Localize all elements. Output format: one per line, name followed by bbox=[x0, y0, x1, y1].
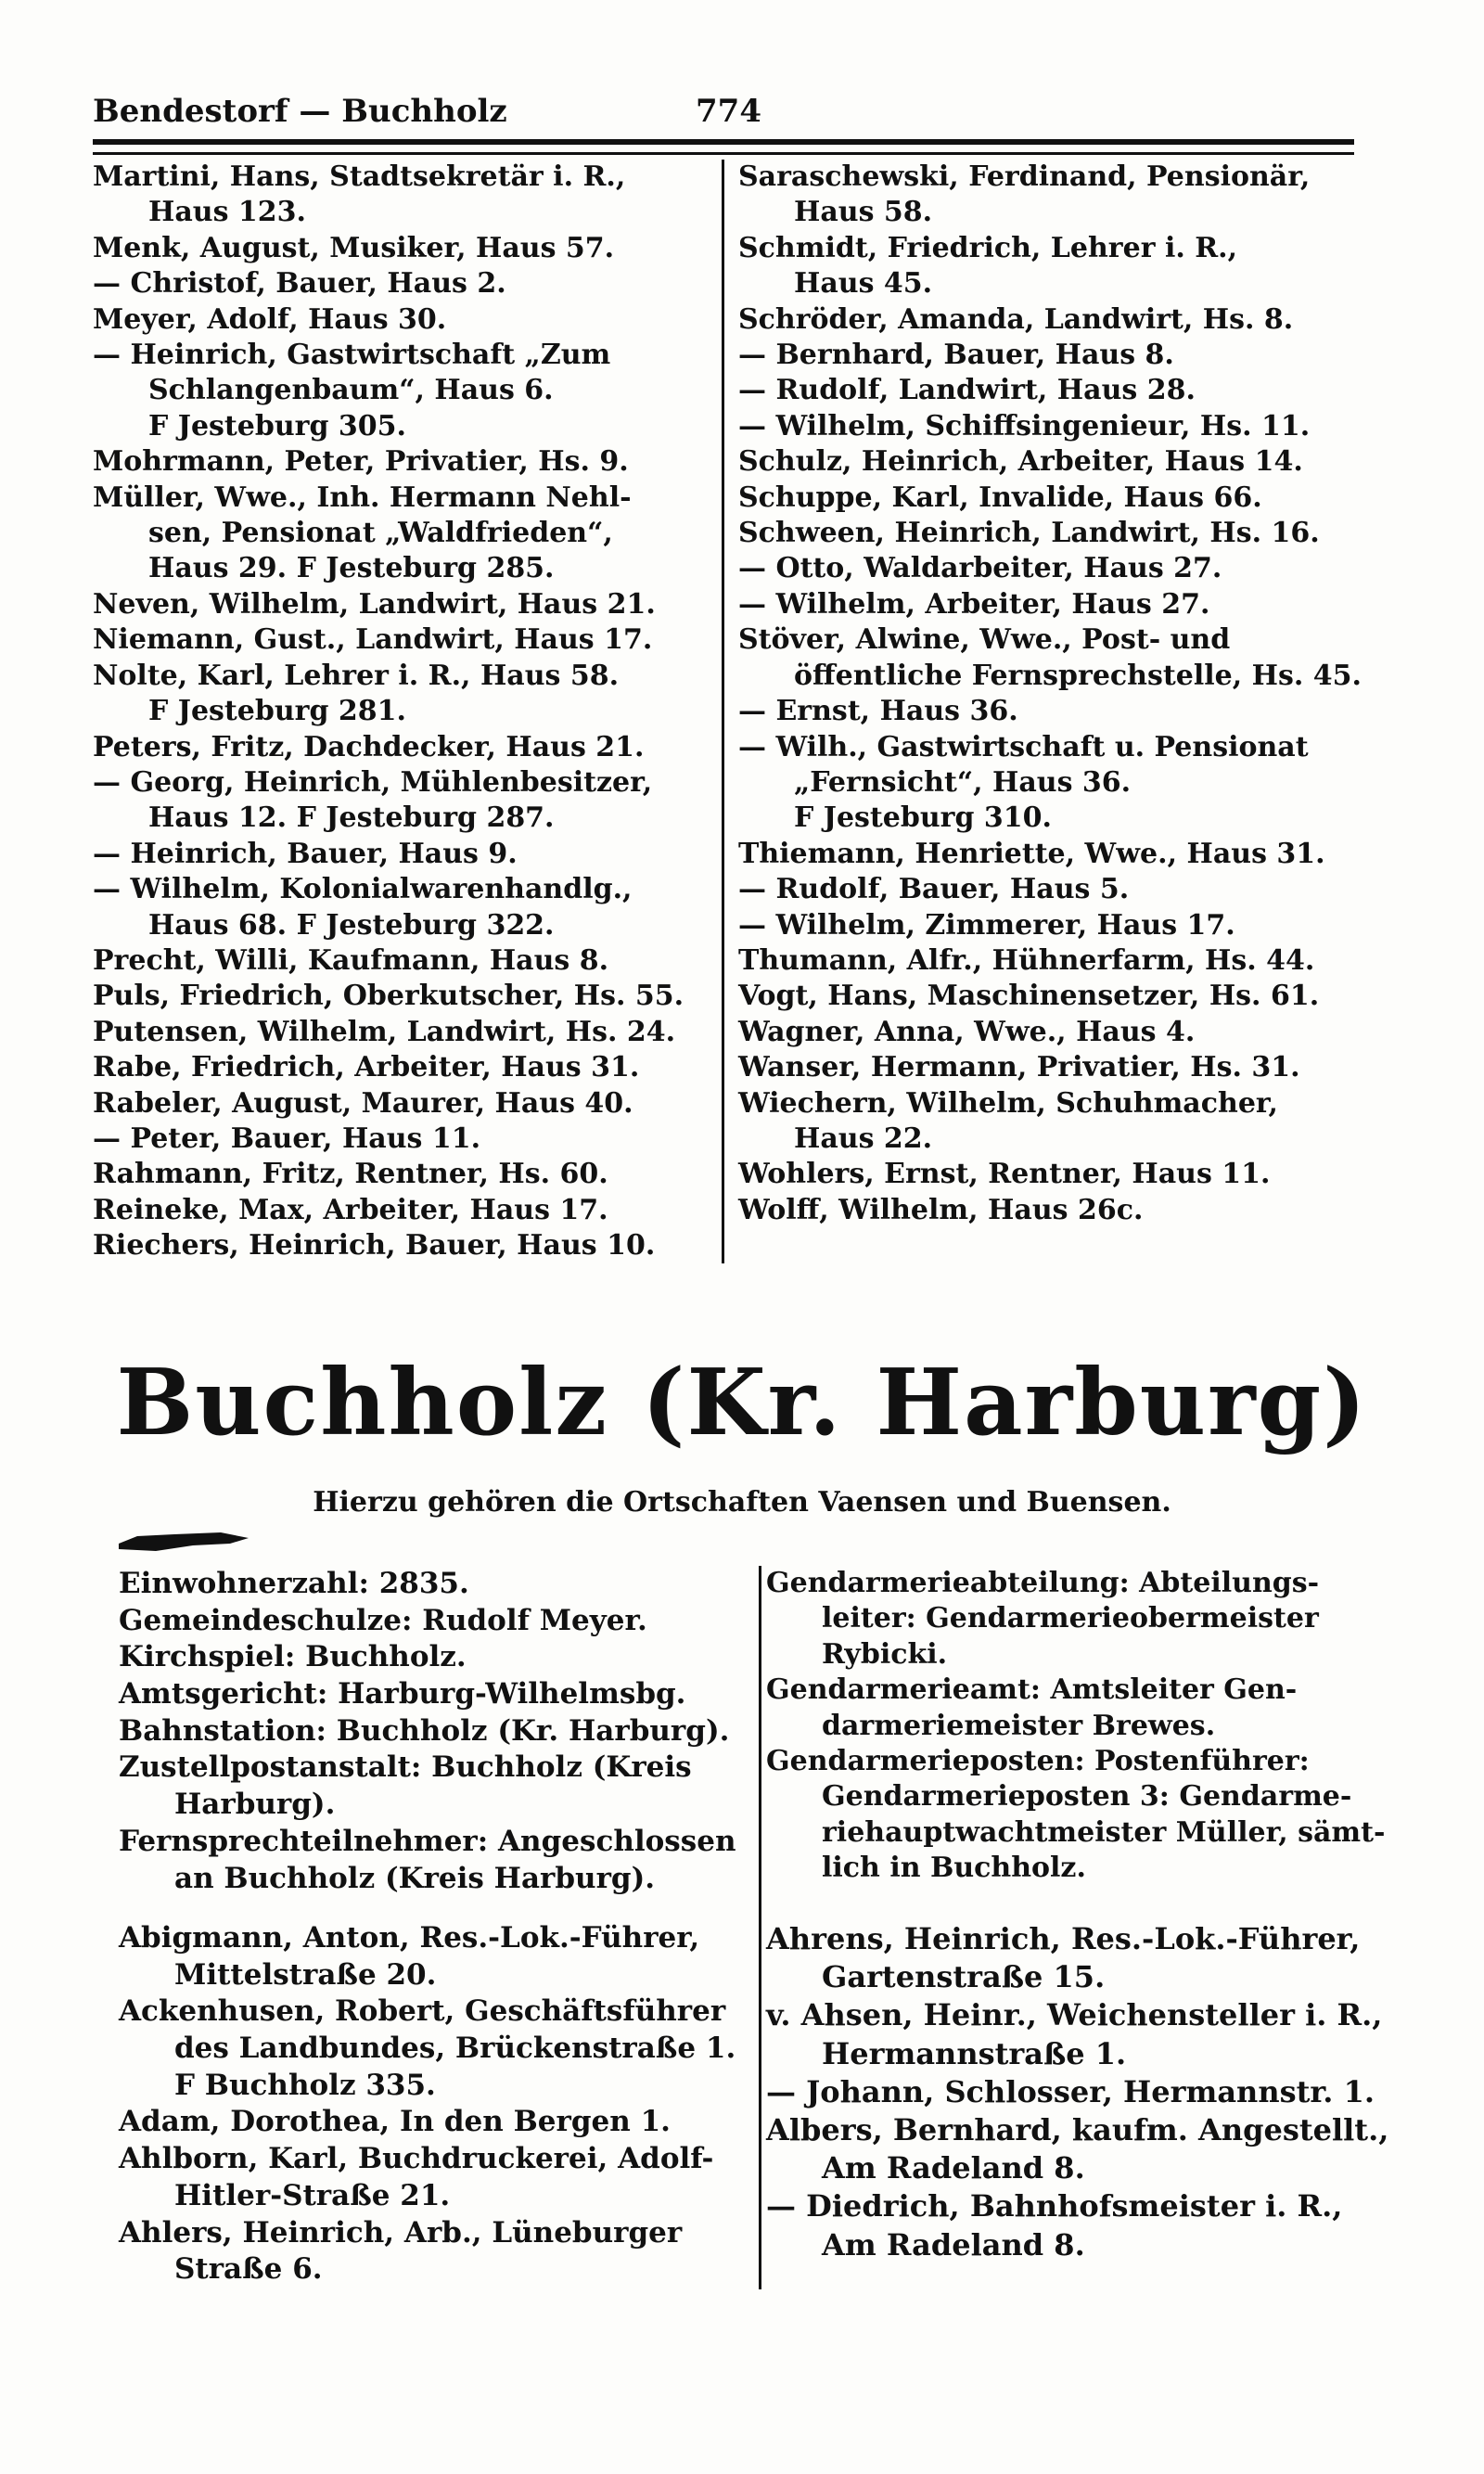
directory-entry bbox=[119, 1993, 749, 2104]
entry-text: Abigmann, Anton, Res.-Lok.-Führer, bbox=[119, 1921, 700, 1955]
directory-entry bbox=[119, 2141, 749, 2214]
entry-text: Thumann, Alfr., Hühnerfarm, Hs. 44. bbox=[738, 943, 1315, 977]
directory-entry bbox=[738, 1050, 1369, 1085]
directory-entry bbox=[93, 444, 742, 480]
entry-text: — Peter, Bauer, Haus 11. bbox=[93, 1122, 481, 1155]
entry-text: — Heinrich, Gastwirtschaft „Zum bbox=[93, 339, 611, 372]
entry-continuation: Mittelstraße 20. bbox=[174, 1957, 437, 1992]
entry-text: Rabe, Friedrich, Arbeiter, Haus 31. bbox=[93, 1051, 640, 1084]
directory-entry bbox=[119, 1920, 749, 1993]
directory-entry bbox=[738, 908, 1369, 943]
directory-entry bbox=[93, 1228, 742, 1263]
entry-continuation: Gartenstraße 15. bbox=[822, 1959, 1106, 1995]
directory-entry bbox=[93, 160, 742, 231]
info-value: Angeschlossen bbox=[498, 1824, 736, 1858]
info-continuation: darmeriemeister Brewes. bbox=[822, 1709, 1216, 1742]
section-title: Buchholz (Kr. Harburg) bbox=[116, 1350, 1368, 1456]
info-value: Buchholz. bbox=[305, 1640, 467, 1674]
directory-entry bbox=[93, 302, 742, 338]
entry-continuation: öffentliche Fernsprechstelle, Hs. 45. bbox=[794, 659, 1362, 692]
info-continuation: Harburg). bbox=[174, 1788, 336, 1822]
directory-entry bbox=[93, 837, 742, 872]
directory-entry bbox=[93, 1122, 742, 1157]
directory-entry bbox=[93, 1193, 742, 1228]
entry-continuation: Am Radeland 8. bbox=[822, 2226, 1085, 2262]
info-entry bbox=[119, 1750, 749, 1823]
info-entry bbox=[119, 1676, 749, 1713]
entry-continuation: Haus 123. bbox=[148, 196, 306, 229]
info-value: 2835. bbox=[378, 1567, 469, 1600]
entry-text: Vogt, Hans, Maschinensetzer, Hs. 61. bbox=[738, 980, 1320, 1013]
entries-column-right bbox=[738, 160, 1369, 1228]
entry-text: Schröder, Amanda, Landwirt, Hs. 8. bbox=[738, 302, 1294, 336]
directory-entry bbox=[93, 872, 742, 943]
entry-text: — Georg, Heinrich, Mühlenbesitzer, bbox=[93, 765, 653, 799]
info-entry bbox=[766, 1566, 1397, 1673]
directory-entry bbox=[93, 659, 742, 730]
entry-text: — Wilhelm, Zimmerer, Haus 17. bbox=[738, 908, 1235, 942]
entry-text: — Diedrich, Bahnhofsmeister i. R., bbox=[766, 2188, 1343, 2224]
residents-column-right bbox=[766, 1920, 1397, 2264]
directory-entry bbox=[766, 1920, 1397, 1996]
column-divider-top bbox=[722, 160, 724, 1263]
entry-text: Wanser, Hermann, Privatier, Hs. 31. bbox=[738, 1051, 1300, 1084]
info-entry bbox=[119, 1713, 749, 1750]
entry-text: Rahmann, Fritz, Rentner, Hs. 60. bbox=[93, 1158, 608, 1191]
entry-text: — Rudolf, Bauer, Haus 5. bbox=[738, 873, 1130, 906]
running-head bbox=[93, 93, 1354, 139]
entry-text: — Heinrich, Bauer, Haus 9. bbox=[93, 837, 518, 870]
info-label: Zustellpostanstalt: bbox=[119, 1750, 422, 1785]
entry-text: Putensen, Wilhelm, Landwirt, Hs. 24. bbox=[93, 1015, 676, 1048]
directory-entry bbox=[738, 730, 1369, 837]
directory-entry bbox=[93, 979, 742, 1014]
info-value: Postenführer: bbox=[1094, 1745, 1310, 1778]
entry-text: Nolte, Karl, Lehrer i. R., Haus 58. bbox=[93, 659, 620, 692]
entry-continuation: des Landbundes, Brückenstraße 1. bbox=[174, 2032, 736, 2066]
info-value: Abteilungs- bbox=[1139, 1567, 1320, 1599]
directory-entry bbox=[738, 444, 1369, 480]
directory-entry bbox=[93, 943, 742, 979]
info-label: Gendarmerieamt: bbox=[766, 1673, 1041, 1707]
directory-entry bbox=[119, 2215, 749, 2288]
entry-text: Riechers, Heinrich, Bauer, Haus 10. bbox=[93, 1229, 656, 1263]
entry-text: Schulz, Heinrich, Arbeiter, Haus 14. bbox=[738, 445, 1303, 479]
entry-text: Wolff, Wilhelm, Haus 26c. bbox=[738, 1193, 1144, 1226]
info-continuation: Rybicki. bbox=[822, 1637, 948, 1671]
directory-entry bbox=[93, 481, 742, 587]
header-rule bbox=[93, 139, 1354, 145]
info-label: Kirchspiel: bbox=[119, 1640, 296, 1674]
directory-entry bbox=[738, 516, 1369, 551]
entry-text: Reineke, Max, Arbeiter, Haus 17. bbox=[93, 1193, 608, 1226]
entry-continuation: Schlangenbaum“, Haus 6. bbox=[148, 374, 554, 407]
directory-entry bbox=[738, 1157, 1369, 1192]
info-value: Harburg-Wilhelmsbg. bbox=[338, 1677, 686, 1711]
info-label: Fernsprechteilnehmer: bbox=[119, 1824, 489, 1858]
directory-entry bbox=[738, 231, 1369, 302]
directory-entry bbox=[93, 1015, 742, 1050]
directory-entry bbox=[119, 2104, 749, 2141]
directory-entry bbox=[738, 409, 1369, 444]
entry-text: Stöver, Alwine, Wwe., Post- und bbox=[738, 623, 1231, 657]
entry-text: Müller, Wwe., Inh. Hermann Nehl- bbox=[93, 481, 632, 514]
directory-entry bbox=[738, 481, 1369, 516]
entry-text: Schween, Heinrich, Landwirt, Hs. 16. bbox=[738, 517, 1320, 550]
entry-text: Ahlborn, Karl, Buchdruckerei, Adolf- bbox=[119, 2142, 714, 2176]
entry-text: — Johann, Schlosser, Hermannstr. 1. bbox=[766, 2073, 1375, 2109]
entry-continuation: F Jesteburg 310. bbox=[794, 801, 1052, 835]
entry-continuation: Hitler-Straße 21. bbox=[174, 2178, 451, 2212]
info-continuation: riehauptwachtmeister Müller, sämt- bbox=[822, 1815, 1386, 1849]
entry-continuation: Haus 29. F Jesteburg 285. bbox=[148, 552, 555, 585]
entry-text: Wiechern, Wilhelm, Schuhmacher, bbox=[738, 1086, 1278, 1120]
directory-entry bbox=[766, 2073, 1397, 2111]
entry-text: Schuppe, Karl, Invalide, Haus 66. bbox=[738, 481, 1262, 514]
entry-text: Saraschewski, Ferdinand, Pensionär, bbox=[738, 160, 1311, 193]
directory-entry bbox=[93, 1086, 742, 1122]
entry-text: Thiemann, Henriette, Wwe., Haus 31. bbox=[738, 837, 1325, 870]
entry-text: — Rudolf, Landwirt, Haus 28. bbox=[738, 374, 1196, 407]
residents-column-left bbox=[119, 1920, 749, 2288]
info-label: Gemeindeschulze: bbox=[119, 1603, 413, 1637]
info-value: Buchholz (Kr. Harburg). bbox=[336, 1713, 730, 1748]
directory-entry bbox=[738, 373, 1369, 408]
page-number: 774 bbox=[696, 93, 761, 130]
entry-text: Peters, Fritz, Dachdecker, Haus 21. bbox=[93, 730, 645, 763]
entry-text: Adam, Dorothea, In den Bergen 1. bbox=[119, 2105, 671, 2139]
directory-entry bbox=[738, 694, 1369, 729]
entry-continuation: Straße 6. bbox=[174, 2252, 323, 2287]
entry-text: Rabeler, August, Maurer, Haus 40. bbox=[93, 1086, 633, 1120]
column-divider-bottom bbox=[759, 1566, 761, 2289]
entry-text: Puls, Friedrich, Oberkutscher, Hs. 55. bbox=[93, 980, 684, 1013]
entry-continuation: Haus 22. bbox=[794, 1122, 933, 1155]
entry-text: Mohrmann, Peter, Privatier, Hs. 9. bbox=[93, 445, 629, 479]
ornament-mark bbox=[119, 1531, 249, 1553]
entry-text: — Otto, Waldarbeiter, Haus 27. bbox=[738, 552, 1222, 585]
directory-entry bbox=[766, 1996, 1397, 2072]
entry-continuation: Am Radeland 8. bbox=[822, 2150, 1085, 2186]
entry-text: Neven, Wilhelm, Landwirt, Haus 21. bbox=[93, 587, 656, 621]
entry-text: Schmidt, Friedrich, Lehrer i. R., bbox=[738, 231, 1238, 264]
directory-entry bbox=[738, 1193, 1369, 1228]
directory-entry bbox=[738, 837, 1369, 872]
directory-entry bbox=[738, 943, 1369, 979]
directory-entry bbox=[766, 2111, 1397, 2187]
municipal-info-left bbox=[119, 1566, 749, 1897]
info-entry bbox=[119, 1603, 749, 1640]
directory-entry bbox=[93, 231, 742, 266]
entry-continuation: Haus 58. bbox=[794, 196, 933, 229]
info-continuation: lich in Buchholz. bbox=[822, 1852, 1086, 1885]
entry-text: — Wilhelm, Kolonialwarenhandlg., bbox=[93, 873, 633, 906]
directory-entry bbox=[738, 979, 1369, 1014]
info-value: Buchholz (Kreis bbox=[431, 1750, 692, 1785]
entry-text: — Bernhard, Bauer, Haus 8. bbox=[738, 339, 1174, 372]
entry-continuation: F Jesteburg 281. bbox=[148, 695, 406, 728]
info-entry bbox=[119, 1566, 749, 1603]
entry-text: Ahrens, Heinrich, Res.-Lok.-Führer, bbox=[766, 1921, 1361, 1956]
info-label: Bahnstation: bbox=[119, 1713, 326, 1748]
info-continuation: leiter: Gendarmerieobermeister bbox=[822, 1602, 1319, 1635]
directory-entry bbox=[93, 266, 742, 301]
info-value: Amtsleiter Gen- bbox=[1050, 1673, 1298, 1707]
directory-entry bbox=[93, 1050, 742, 1085]
info-label: Gendarmerieposten: bbox=[766, 1745, 1085, 1778]
entry-continuation: Hermannstraße 1. bbox=[822, 2035, 1127, 2071]
directory-entry bbox=[766, 2187, 1397, 2263]
entry-continuation: Haus 12. F Jesteburg 287. bbox=[148, 801, 555, 835]
directory-entry bbox=[738, 622, 1369, 694]
entry-text: — Wilh., Gastwirtschaft u. Pensionat bbox=[738, 730, 1309, 763]
directory-entry bbox=[93, 587, 742, 622]
info-entry bbox=[766, 1673, 1397, 1744]
entry-text: Wagner, Anna, Wwe., Haus 4. bbox=[738, 1015, 1196, 1048]
entry-text: Ackenhusen, Robert, Geschäftsführer bbox=[119, 1994, 726, 2029]
entry-text: Ahlers, Heinrich, Arb., Lüneburger bbox=[119, 2215, 683, 2250]
entry-text: Meyer, Adolf, Haus 30. bbox=[93, 302, 447, 336]
entry-text: Martini, Hans, Stadtsekretär i. R., bbox=[93, 160, 626, 193]
entry-text: v. Ahsen, Heinr., Weichensteller i. R., bbox=[766, 1997, 1383, 2033]
directory-entry bbox=[93, 730, 742, 765]
info-continuation: an Buchholz (Kreis Harburg). bbox=[174, 1861, 656, 1895]
directory-entry bbox=[738, 872, 1369, 907]
directory-entry bbox=[738, 1015, 1369, 1050]
entry-text: — Wilhelm, Schiffsingenieur, Hs. 11. bbox=[738, 409, 1311, 442]
entry-text: — Wilhelm, Arbeiter, Haus 27. bbox=[738, 587, 1210, 621]
directory-entry bbox=[738, 1086, 1369, 1158]
entries-column-left bbox=[93, 160, 742, 1264]
header-rule-thin bbox=[93, 152, 1354, 155]
entry-text: Niemann, Gust., Landwirt, Haus 17. bbox=[93, 623, 653, 657]
info-label: Einwohnerzahl: bbox=[119, 1567, 369, 1600]
entry-continuation: F Jesteburg 305. bbox=[148, 409, 406, 442]
entry-text: Menk, August, Musiker, Haus 57. bbox=[93, 231, 615, 264]
directory-entry bbox=[93, 622, 742, 658]
info-entry bbox=[766, 1744, 1397, 1887]
directory-entry bbox=[738, 302, 1369, 338]
directory-entry bbox=[93, 765, 742, 837]
entry-text: Albers, Bernhard, kaufm. Angestellt., bbox=[766, 2112, 1389, 2148]
info-entry bbox=[119, 1639, 749, 1676]
directory-entry bbox=[738, 551, 1369, 586]
info-entry bbox=[119, 1824, 749, 1897]
municipal-info-right bbox=[766, 1566, 1397, 1887]
entry-continuation: „Fernsicht“, Haus 36. bbox=[794, 765, 1132, 799]
running-head-title: Bendestorf — Buchholz bbox=[93, 93, 507, 130]
entry-text: — Christof, Bauer, Haus 2. bbox=[93, 267, 506, 301]
entry-continuation: Haus 45. bbox=[794, 267, 933, 301]
info-value: Rudolf Meyer. bbox=[422, 1603, 647, 1637]
info-label: Gendarmerieabteilung: bbox=[766, 1567, 1130, 1599]
directory-entry bbox=[738, 587, 1369, 622]
entry-continuation: F Buchholz 335. bbox=[174, 2068, 436, 2102]
directory-entry bbox=[738, 160, 1369, 231]
info-label: Amtsgericht: bbox=[119, 1677, 328, 1711]
directory-entry bbox=[93, 338, 742, 444]
info-continuation: Gendarmerieposten 3: Gendarme- bbox=[822, 1780, 1352, 1814]
directory-entry bbox=[738, 338, 1369, 373]
directory-entry bbox=[93, 1157, 742, 1192]
entry-text: — Ernst, Haus 36. bbox=[738, 695, 1018, 728]
entry-text: Precht, Willi, Kaufmann, Haus 8. bbox=[93, 943, 609, 977]
section-subtitle: Hierzu gehören die Ortschaften Vaensen und Buensen. bbox=[313, 1486, 1171, 1519]
entry-continuation: sen, Pensionat „Waldfrieden“, bbox=[148, 517, 613, 550]
entry-text: Wohlers, Ernst, Rentner, Haus 11. bbox=[738, 1158, 1271, 1191]
entry-continuation: Haus 68. F Jesteburg 322. bbox=[148, 908, 555, 942]
